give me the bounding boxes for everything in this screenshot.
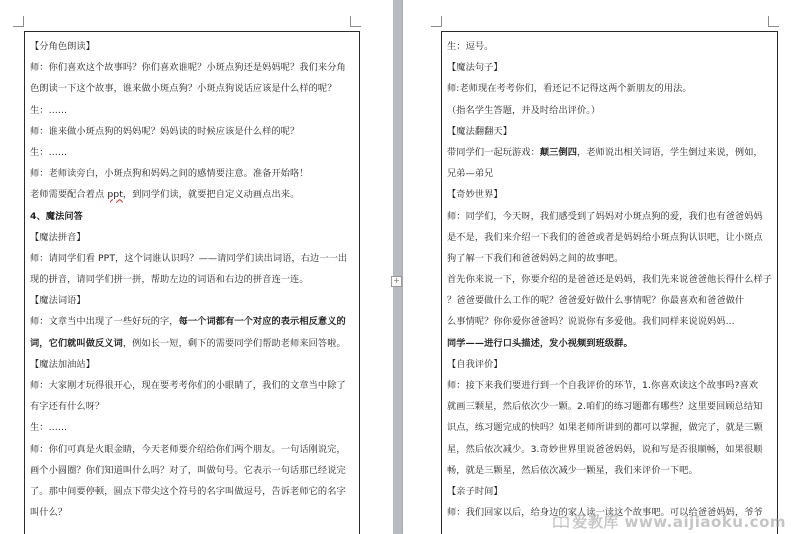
text-run: 老师需要配合着点 [30,189,108,201]
text-run: ，例如长一短，剩下的需要同学们帮助老师来回答啦。 [122,337,346,349]
book-logo-icon [553,516,569,528]
text-run: ，老师说出相关词语，学生倒过来说，例如， [577,146,763,158]
text-run: 带同学们一起玩游戏： [447,146,540,158]
table-move-handle-icon[interactable]: + [391,276,402,287]
text-line[interactable]: 生：…… [30,422,68,434]
page-corner-mark [13,16,24,27]
text-frame-right[interactable] [441,31,778,534]
text-line[interactable]: 师：接下来我们要进行到一个自我评价的环节，1.你喜欢读这个故事吗?喜欢 [447,380,759,391]
text-line[interactable]: 【奇妙世界】 [447,189,503,201]
text-frame-left[interactable] [24,31,360,534]
document-page-right [403,0,800,534]
text-line[interactable]: 色朗读一下这个故事，谁来做小斑点狗？小斑点狗说话应该是什么样的呢？ [30,83,337,95]
watermark-text: 爱教库 www.aijiaoku.com [572,513,786,531]
text-line[interactable]: 【分角色朗读】 [30,41,96,52]
text-line[interactable]: 师：同学们，今天呀，我们感受到了妈妈对小斑点狗的爱，我们也有爸爸妈妈 [447,210,763,222]
page-gap [393,0,403,534]
text-line[interactable]: 识点，练习题完成的快吗？如果老师所讲到的都可以掌握，做完了，就是三颗 [447,422,763,434]
watermark [553,511,786,532]
text-line[interactable]: 叫什么？ [30,507,68,519]
text-line[interactable]: 生：逗号。 [447,41,494,52]
text-line[interactable]: 兄弟—弟兄 [447,168,494,180]
text-line[interactable]: 生：…… [30,146,68,158]
text-line[interactable]: 师：大家刚才玩得很开心，现在要考考你们的小眼睛了，我们的文章当中除了 [30,380,346,391]
text-line[interactable] [30,184,354,205]
text-line[interactable]: 【亲子时间】 [447,485,503,497]
page-corner-mark [350,16,361,27]
text-line[interactable]: 师：老师读旁白，小斑点狗和妈妈之间的感情要注意。准备开始咯！ [30,168,309,180]
text-line[interactable]: 师：我们回家以后，给身边的家人读一读这个故事吧。可以给爸爸妈妈，爷爷 [447,507,763,519]
text-line[interactable] [30,333,354,354]
page-corner-mark [431,16,442,27]
text-run: 师：文章当中出现了一些好玩的字， [30,316,179,328]
text-line[interactable]: 首先你来说一下，你要介绍的是爸爸还是妈妈，我们先来说爸爸他长得什么样子 [447,274,772,286]
page-corner-mark [768,16,779,27]
text-line[interactable]: 狗了解一下我们和爸爸妈妈之间的故事吧。 [447,252,624,264]
text-line[interactable]: 了。那中间要停顿，圆点下带尖这个符号的名字叫做逗号，告诉老师它的名字 [30,485,346,497]
section-heading[interactable]: 4、魔法问答 [30,210,83,222]
text-line[interactable]: 现的拼音，请同学们拼一拼，帮助左边的词语和右边的拼音连一连。 [30,274,309,286]
bold-text-run: 每一个词都有一个对应的表示相反意义的 [178,316,346,328]
text-line[interactable]: 么事情呢？你你爱你爸爸吗？说说你有多爱他。我们同样来说说妈妈... [447,316,735,328]
text-line[interactable] [447,142,772,163]
bold-text-run: 颠三倒四 [539,146,578,158]
bold-text-run: 词，它们就叫做反义词 [30,337,123,349]
text-line[interactable]: 是不是，我们来介绍一下我们的爸爸或者是妈妈给小斑点狗认识吧，让小斑点 [447,231,763,243]
text-line[interactable]: 星，然后依次减少。3.奇妙世界里说爸爸妈妈，说和写是否很顺畅，如果很顺 [447,443,763,455]
text-line[interactable]: 师：谁来做小斑点狗的妈妈呢？妈妈读的时候应该是什么样的呢？ [30,125,300,137]
spellcheck-word[interactable]: ppt [107,189,123,201]
text-line[interactable]: 画个小圆圈？你们知道叫什么吗？对了，叫做句号。它表示一句话那已经说完 [30,464,346,476]
text-line[interactable]: 就画三颗星，然后依次少一颗。2.咱们的练习题都有哪些？这里要回顾总结知 [447,401,763,413]
document-page-left [0,0,393,534]
text-line[interactable]: 【魔法加油站】 [30,358,96,370]
text-line[interactable]: 生：…… [30,104,68,116]
text-line[interactable]: 畅，就是三颗星，然后依次减少一颗星，我们来评价一下吧。 [447,464,698,476]
text-line[interactable]: 【魔法拼音】 [30,231,86,243]
text-line[interactable]: 师：你们可真是火眼金睛，今天老师要介绍给你们两个朋友。一句话刚说完， [30,443,346,455]
text-line[interactable]: 师:老师现在考考你们，看还记不记得这两个新朋友的用法。 [447,83,692,95]
text-line[interactable]: 【魔法词语】 [30,295,86,307]
text-line[interactable] [30,311,354,332]
text-line[interactable]: 【自我评价】 [447,358,503,370]
text-line[interactable]: 【魔法翻翻天】 [447,125,513,137]
text-line[interactable]: 师：请同学们看 PPT，这个词谁认识吗？——请同学们读出词语，右边一一出 [30,252,348,264]
text-line[interactable]: 有字还有什么呀？ [30,401,105,413]
text-line[interactable]: ？爸爸要做什么工作的呢？爸爸爱好做什么事情呢？你最喜欢和爸爸做什 [447,295,745,307]
text-line[interactable]: （指名学生答题，并及时给出评价。） [447,104,601,116]
text-line[interactable]: 【魔法句子】 [447,62,503,74]
text-run: ，到同学们读，就要把自定义动画点出来。 [122,189,300,201]
text-line[interactable]: 师：你们喜欢这个故事吗？你们喜欢谁呢？小斑点狗还是妈妈呢？我们来分角 [30,62,346,74]
bold-instruction-line[interactable]: 同学——进行口头描述，发小视频到班级群。 [447,337,633,349]
